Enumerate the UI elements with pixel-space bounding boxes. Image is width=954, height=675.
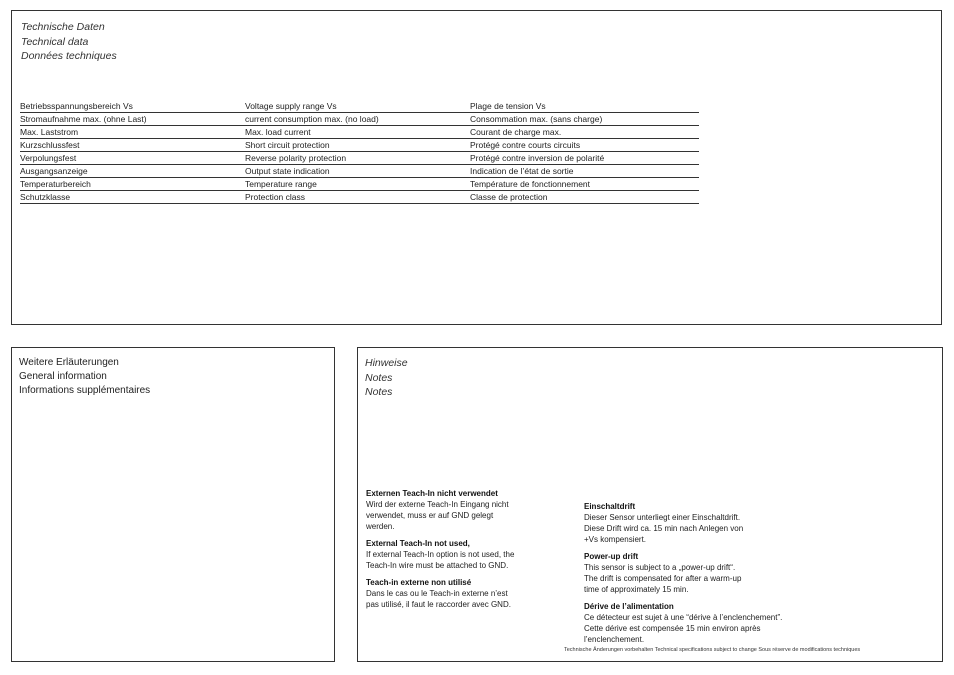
note-line: l’enclenchement. <box>584 635 645 644</box>
general-info-title-de: Weitere Erläuterungen <box>19 357 119 368</box>
technical-data-panel <box>11 10 942 325</box>
notes-title-en: Notes <box>365 371 393 384</box>
technical-data-titles <box>21 20 117 64</box>
note-line: Wird der externe Teach-In Eingang nicht <box>366 500 509 509</box>
table-cell-de: Verpolungsfest <box>20 152 245 165</box>
note-heading: Teach-in externe non utilisé <box>366 578 472 587</box>
table-cell-fr: Protégé contre inversion de polarité <box>470 152 699 165</box>
note-heading: Externen Teach-In nicht verwendet <box>366 489 498 498</box>
table-cell-de: Kurzschlussfest <box>20 139 245 152</box>
general-info-panel <box>11 347 335 662</box>
table-cell-fr: Plage de tension Vs <box>470 100 699 113</box>
note-line: Teach-In wire must be attached to GND. <box>366 561 509 570</box>
teach-in-notes <box>366 488 546 616</box>
drift-note-de <box>584 501 804 545</box>
table-cell-fr: Consommation max. (sans charge) <box>470 113 699 126</box>
table-row <box>20 152 699 165</box>
table-cell-en: Voltage supply range Vs <box>245 100 470 113</box>
table-cell-fr: Protégé contre courts circuits <box>470 139 699 152</box>
table-row <box>20 126 699 139</box>
note-line: verwendet, muss er auf GND gelegt <box>366 511 494 520</box>
note-line: werden. <box>366 522 395 531</box>
table-row <box>20 100 699 113</box>
note-heading: Dérive de l’alimentation <box>584 602 674 611</box>
drift-note-en <box>584 551 804 595</box>
table-cell-en: Temperature range <box>245 178 470 191</box>
note-line: Ce détecteur est sujet à une “dérive à l’enclenchement”. <box>584 613 783 622</box>
table-row <box>20 139 699 152</box>
note-line: time of approximately 15 min. <box>584 585 689 594</box>
teach-in-note-fr <box>366 577 546 610</box>
table-row <box>20 165 699 178</box>
technical-data-title-de: Technische Daten <box>21 21 105 33</box>
drift-note-fr <box>584 601 804 645</box>
note-line: Diese Drift wird ca. 15 min nach Anlegen von <box>584 524 744 533</box>
table-cell-en: current consumption max. (no load) <box>245 113 470 126</box>
notes-title-de: Hinweise <box>365 357 408 369</box>
table-cell-fr: Courant de charge max. <box>470 126 699 139</box>
note-line: This sensor is subject to a „power-up drift“. <box>584 563 736 572</box>
table-cell-en: Max. load current <box>245 126 470 139</box>
general-info-titles <box>19 356 150 398</box>
drift-notes <box>584 501 804 651</box>
note-line: pas utilisé, il faut le raccorder avec GND. <box>366 600 511 609</box>
table-cell-de: Temperaturbereich <box>20 178 245 191</box>
note-line: Cette dérive est compensée 15 min environ après <box>584 624 761 633</box>
table-cell-de: Ausgangsanzeige <box>20 165 245 178</box>
note-heading: Einschaltdrift <box>584 502 636 511</box>
technical-data-title-en: Technical data <box>21 35 89 48</box>
teach-in-note-de <box>366 488 546 532</box>
general-info-title-fr: Informations supplémentaires <box>19 385 151 396</box>
note-line: The drift is compensated for after a warm-up <box>584 574 742 583</box>
table-cell-en: Reverse polarity protection <box>245 152 470 165</box>
notes-title-fr: Notes <box>365 386 393 398</box>
table-cell-en: Output state indication <box>245 165 470 178</box>
table-cell-de: Stromaufnahme max. (ohne Last) <box>20 113 245 126</box>
notes-panel <box>357 347 943 662</box>
technical-data-title-fr: Données techniques <box>21 50 117 62</box>
note-line: If external Teach-In option is not used, the <box>366 550 515 559</box>
table-cell-en: Protection class <box>245 191 470 204</box>
note-heading: External Teach-In not used, <box>366 539 470 548</box>
table-cell-de: Betriebsspannungsbereich Vs <box>20 100 245 113</box>
table-cell-fr: Température de fonctionnement <box>470 178 699 191</box>
table-cell-de: Max. Laststrom <box>20 126 245 139</box>
note-line: Dans le cas ou le Teach-in externe n’est <box>366 589 508 598</box>
note-line: +Vs kompensiert. <box>584 535 647 544</box>
table-row <box>20 178 699 191</box>
teach-in-note-en <box>366 538 546 571</box>
table-cell-de: Schutzklasse <box>20 191 245 204</box>
disclaimer-footer: Technische Änderungen vorbehalten Technical specifications subject to change Sous réserve de modifications techniques <box>564 647 861 653</box>
general-info-title-en: General information <box>19 371 107 382</box>
table-row <box>20 191 699 204</box>
table-cell-fr: Indication de l’état de sortie <box>470 165 699 178</box>
note-line: Dieser Sensor unterliegt einer Einschaltdrift. <box>584 513 741 522</box>
notes-titles <box>365 356 408 400</box>
note-heading: Power-up drift <box>584 552 639 561</box>
technical-data-table <box>20 100 699 204</box>
table-row <box>20 113 699 126</box>
table-cell-en: Short circuit protection <box>245 139 470 152</box>
table-cell-fr: Classe de protection <box>470 191 699 204</box>
